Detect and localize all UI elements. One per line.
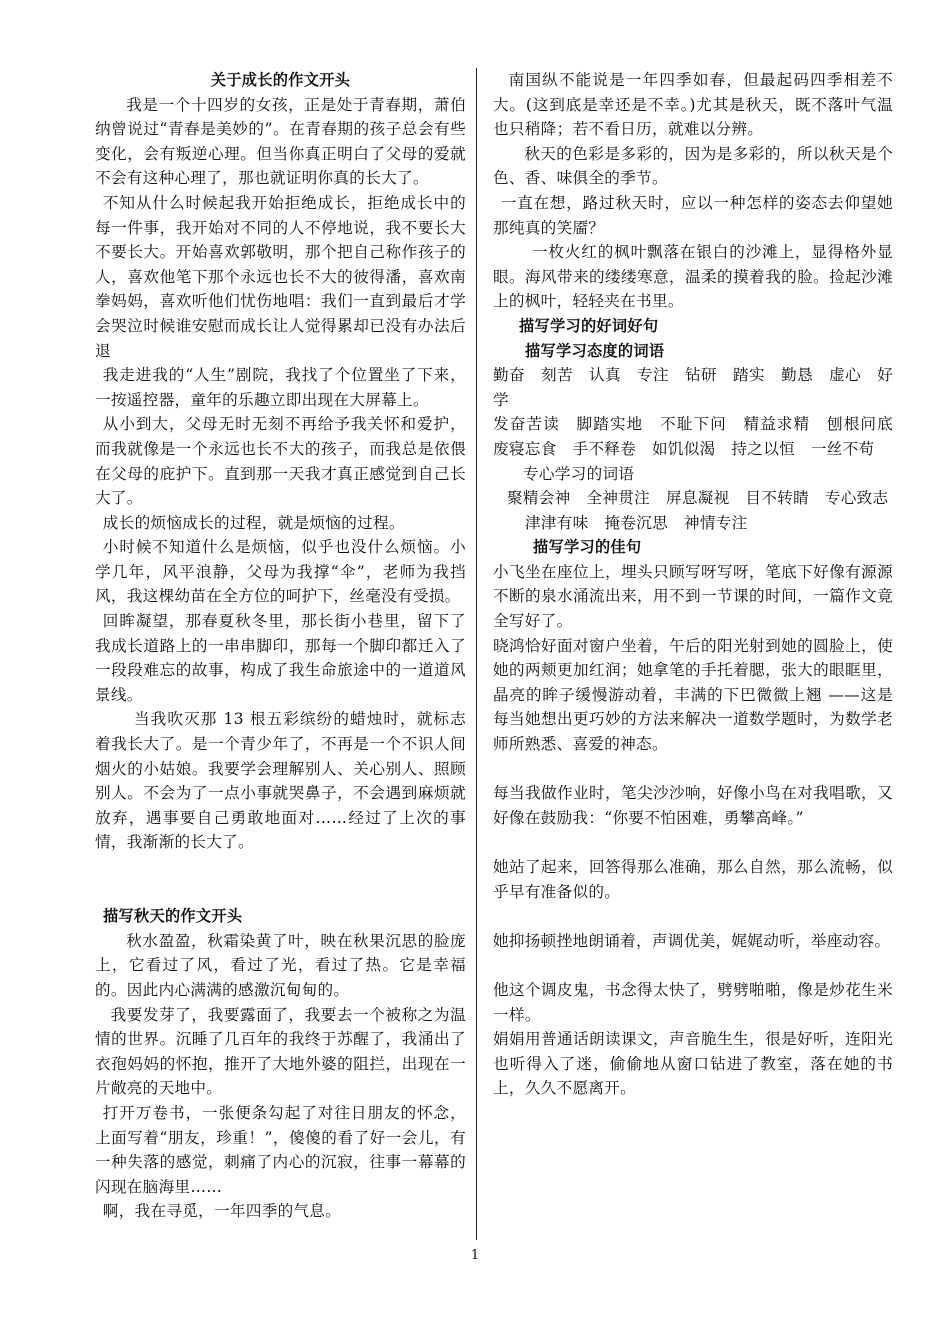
- growth-paragraph: 从小到大，父母无时无刻不再给予我关怀和爱护，而我就像是一个永远也长不大的孩子，而我总是依偎在父母的庇护下。直到那一天我才真正感觉到自己长大了。: [95, 415, 466, 508]
- growth-paragraph: 我走进我的“人生”剧院，我找了个位置坐了下来，一按遥控器，童年的乐趣立即出现在大屏幕上。: [95, 366, 466, 409]
- autumn-paragraph: 秋天的色彩是多彩的，因为是多彩的，所以秋天是个色、香、味俱全的季节。: [493, 144, 893, 188]
- sentences-title: 描写学习的佳句: [533, 538, 642, 557]
- study-title: 描写学习的好词好句: [519, 316, 659, 335]
- growth-paragraph: 当我吹灭那 13 根五彩缤纷的蜡烛时，就标志着我长大了。是一个青少年了，不再是一个不识人间烟火的小姑娘。我要学会理解别人、关心别人、照顾别人。不会为了一点小事就哭鼻子，不会遇到麻烦就放弃，遇事要自己勇敢地面对……经过了上次的事情，我渐渐的长大了。: [95, 710, 466, 852]
- autumn-paragraph: 南国纵不能说是一年四季如春，但最起码四季相差不大。(这到底是幸还是不幸。)尤其是秋天，既不落叶气温也只稍降；若不看日历，就难以分辨。: [493, 71, 893, 139]
- sentence: 娟娟用普通话朗读课文，声音脆生生，很是好听，连阳光也听得入了迷，偷偷地从窗口钻进了教室，落在她的书上，久久不愿离开。: [493, 1030, 893, 1098]
- sentence: 每当我做作业时，笔尖沙沙响，好像小鸟在对我唱歌，又好像在鼓励我：“你要不怕困难，勇攀高峰。”: [493, 784, 893, 827]
- autumn-paragraph: 打开万卷书，一张便条勾起了对往日朋友的怀念，上面写着“朋友，珍重！”，傻傻的看了好一会儿，有一种失落的感觉，刺痛了内心的沉寂，往事一幕幕的闪现在脑海里……: [95, 1103, 466, 1196]
- attitude-title: 描写学习态度的词语: [525, 341, 665, 360]
- growth-paragraph: 不知从什么时候起我开始拒绝成长，拒绝成长中的每一件事，我开始对不同的人不停地说，我不要长大不要长大。开始喜欢郭敬明，那个把自己称作孩子的人，喜欢他笔下那个永远也长不大的彼得潘，喜欢南拳妈妈，喜欢听他们忧伤地唱：我们一直到最后才学会哭泣时候谁安慰而成长让人觉得累却已没有办法后退: [95, 193, 466, 360]
- attitude-words: 勤奋 刻苦 认真 专注 钻研 踏实 勤恳 虚心 好学: [493, 366, 893, 409]
- growth-paragraph: 我是一个十四岁的女孩，正是处于青春期，萧伯纳曾说过“青春是美妙的”。在青春期的孩子总会有些变化，会有叛逆心理。但当你真正明白了父母的爱就不会有这种心理了，那也就证明你真的长大了。: [95, 95, 466, 188]
- page-number: 1: [470, 1248, 480, 1263]
- autumn-paragraph: 一直在想，路过秋天时，应以一种怎样的姿态去仰望她那纯真的笑靥？: [493, 193, 893, 237]
- right-column: [493, 68, 925, 1101]
- autumn-paragraph: 我要发芽了，我要露面了，我要去一个被称之为温情的世界。沉睡了几百年的我终于苏醒了，我涌出了衣孢妈妈的怀抱，推开了大地外婆的阻拦，出现在一片敞亮的天地中。: [95, 1005, 466, 1098]
- focus-title: 专心学习的词语: [523, 464, 635, 483]
- growth-title: 关于成长的作文开头: [210, 71, 351, 89]
- sentence: 她站了起来，回答得那么准确，那么自然，那么流畅，似乎早有准备似的。: [493, 858, 893, 901]
- attitude-words: 发奋苦读 脚踏实地 不耻下问 精益求精 刨根问底 废寝忘食 手不释卷 如饥似渴 持之以恒 一丝不苟: [493, 415, 925, 458]
- column-divider: [476, 68, 477, 1240]
- focus-words: 聚精会神 全神贯注 屏息凝视 目不转睛 专心致志: [507, 489, 889, 508]
- focus-words: 津津有味 掩卷沉思 神情专注: [525, 513, 748, 532]
- sentence: 她抑扬顿挫地朗诵着，声调优美，娓娓动听，举座动容。: [493, 931, 891, 950]
- sentence: 晓鸿恰好面对窗户坐着，午后的阳光射到她的圆脸上，使她的两颊更加红润；她拿笔的手托着腮，张大的眼眶里，晶亮的眸子缓慢游动着，丰满的下巴微微上翘 ——这是每当她想出更巧妙的方法来解决一道数学题时，为数学老师所熟悉、喜爱的神态。: [493, 636, 893, 754]
- sentence: 他这个调皮鬼，书念得太快了，劈劈啪啪，像是炒花生米一样。: [493, 980, 893, 1024]
- growth-paragraph: 成长的烦恼成长的过程，就是烦恼的过程。: [102, 513, 405, 532]
- autumn-title: 描写秋天的作文开头: [103, 907, 243, 926]
- autumn-paragraph: 啊，我在寻觅，一年四季的气息。: [102, 1202, 342, 1221]
- autumn-paragraph: 秋水盈盈，秋霜染黄了叶，映在秋果沉思的脸庞上，它看过了风，看过了光，看过了热。它是幸福的。因此内心满满的感激沉甸甸的。: [95, 931, 466, 999]
- left-column: [95, 68, 466, 1224]
- growth-paragraph: 回眸凝望，那春夏秋冬里，那长街小巷里，留下了我成长道路上的一串串脚印，那每一个脚印都迁入了一段段难忘的故事，构成了我生命旅途中的一道道风景线。: [95, 612, 466, 704]
- sentence: 小飞坐在座位上，埋头只顾写呀写呀，笔底下好像有源源不断的泉水涌流出来，用不到一节课的时间，一篇作文竟全写好了。: [493, 562, 893, 631]
- growth-paragraph: 小时候不知道什么是烦恼，似乎也没什么烦恼。小学几年，风平浪静，父母为我撑“伞”，老师为我挡风，我这棵幼苗在全方位的呵护下，丝毫没有受损。: [95, 538, 466, 606]
- autumn-paragraph: 一枚火红的枫叶飘落在银白的沙滩上，显得格外显眼。海风带来的缕缕寒意，温柔的摸着我的脸。捡起沙滩上的枫叶，轻轻夹在书里。: [493, 243, 893, 311]
